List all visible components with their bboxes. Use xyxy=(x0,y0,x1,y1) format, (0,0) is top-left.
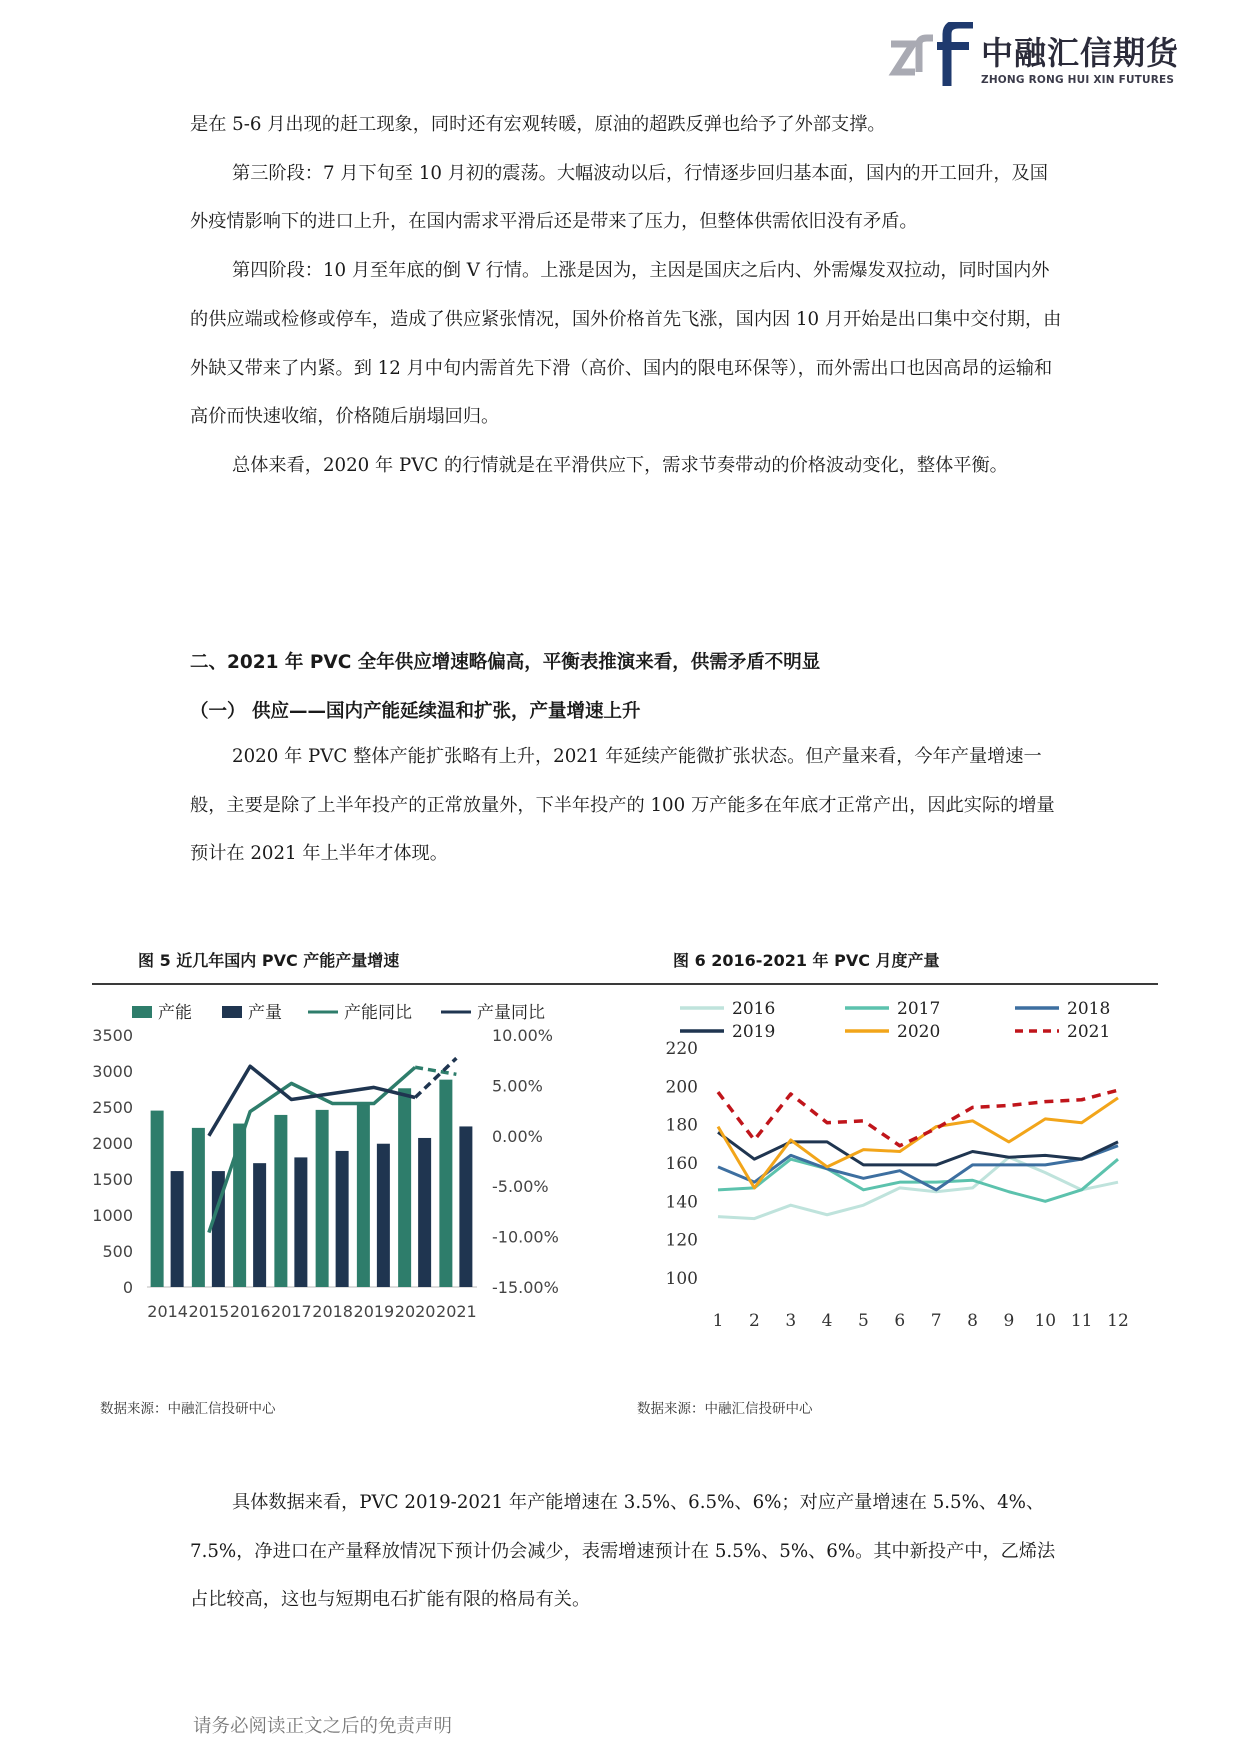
y-tick-label: 220 xyxy=(665,1039,698,1059)
y2-tick-label: -15.00% xyxy=(492,1278,559,1297)
y-tick-label: 100 xyxy=(665,1269,698,1289)
y2-tick-label: -10.00% xyxy=(492,1227,559,1247)
bar-产量-2019 xyxy=(377,1144,390,1287)
body-text-bottom xyxy=(190,1479,1062,1625)
y-tick-label: 180 xyxy=(665,1115,698,1136)
bar-产量-2018 xyxy=(336,1151,349,1287)
x-tick-label: 5 xyxy=(858,1311,869,1331)
y-tick-label: 140 xyxy=(665,1192,698,1213)
bar-产能-2017 xyxy=(274,1115,287,1287)
line-产能同比-forecast xyxy=(415,1067,456,1074)
paragraph-continuation: 是在 5-6 月出现的赶工现象，同时还有宏观转暖，原油的超跌反弹也给予了外部支撑。 xyxy=(190,114,886,135)
disclaimer-footer: 请务必阅读正文之后的免责声明 xyxy=(193,1716,453,1737)
legend-label-产能: 产能 xyxy=(158,1003,192,1023)
y-tick-label: 3000 xyxy=(92,1062,133,1081)
bar-产能-2018 xyxy=(316,1110,329,1287)
chart-source-capacity: 数据来源：中融汇信投研中心 xyxy=(100,1401,276,1417)
paragraph-stage-four: 第四阶段：10 月至年底的倒 V 行情。上涨是因为，主因是国庆之后内、外需爆发双拉动，同时国内外的供应端或检修或停车，造成了供应紧张情况，国外价格首先飞涨，国内因 10 月开始是出口集中交付期，由外缺又带来了内紧。到 12 月中旬内需首先下滑（高价、国内的限电环保等），而外需出口也因高昂的运输和高价而快速收缩，价格随后崩塌回归。 xyxy=(190,260,1062,428)
bar-产量-2021 xyxy=(459,1126,472,1287)
x-tick-label: 2019 xyxy=(353,1302,395,1321)
y-tick-label: 1500 xyxy=(92,1170,133,1189)
x-tick-label: 7 xyxy=(930,1311,942,1331)
y-tick-label: 3500 xyxy=(92,1026,133,1045)
legend-swatch-产能 xyxy=(132,1006,152,1018)
body-text-top xyxy=(190,101,1062,491)
x-tick-label: 2017 xyxy=(271,1302,312,1321)
x-tick-label: 3 xyxy=(785,1311,797,1331)
x-tick-label: 1 xyxy=(712,1311,724,1331)
bar-产量-2014 xyxy=(171,1171,184,1287)
paragraph-supply: 2020 年 PVC 整体产能扩张略有上升，2021 年延续产能微扩张状态。但产量来看，今年产量增速一般，主要是除了上半年投产的正常放量外，下半年投产的 100 万产能多在年底才正常产出，因此实际的增量预计在 2021 年上半年才体现。 xyxy=(190,746,1055,865)
y-tick-label: 160 xyxy=(665,1154,698,1174)
y-tick-label: 0 xyxy=(122,1278,133,1297)
x-tick-label: 2 xyxy=(748,1311,760,1331)
x-tick-label: 6 xyxy=(894,1311,906,1331)
legend-label-产量: 产量 xyxy=(248,1003,282,1023)
bar-产能-2021 xyxy=(439,1080,452,1287)
chart-divider xyxy=(92,983,1158,985)
x-tick-label: 2016 xyxy=(229,1302,271,1321)
paragraph-summary: 总体来看，2020 年 PVC 的行情就是在平滑供应下，需求节奏带动的价格波动变化，整体平衡。 xyxy=(232,454,1008,476)
chart-source-monthly: 数据来源：中融汇信投研中心 xyxy=(637,1401,813,1417)
x-tick-label: 2018 xyxy=(312,1302,353,1321)
capacity-output-chart xyxy=(92,990,632,1360)
y-tick-label: 500 xyxy=(102,1242,133,1261)
paragraph-data-detail: 具体数据来看，PVC 2019-2021 年产能增速在 3.5%、6.5%、6%；对应产量增速在 5.5%、4%、7.5%，净进口在产量释放情况下预计仍会减少，表需增速预计在 5.5%、5%、6%。其中新投产中，乙烯法占比较高，这也与短期电石扩能有限的格局有关。 xyxy=(190,1492,1056,1611)
logo-english-name: ZHONG RONG HUI XIN FUTURES xyxy=(981,74,1175,86)
chart-title-monthly: 图 6 2016-2021 年 PVC 月度产量 xyxy=(673,951,940,970)
x-tick-label: 2021 xyxy=(436,1302,477,1321)
body-text-mid xyxy=(190,733,1062,879)
legend-label-2019: 2019 xyxy=(732,1022,776,1042)
x-tick-label: 2020 xyxy=(394,1302,436,1321)
y-tick-label: 2500 xyxy=(92,1098,133,1117)
x-tick-label: 2015 xyxy=(188,1302,230,1321)
y-tick-label: 200 xyxy=(665,1077,698,1098)
bar-产量-2020 xyxy=(418,1138,431,1287)
legend-label-2018: 2018 xyxy=(1067,999,1111,1019)
x-tick-label: 10 xyxy=(1034,1311,1057,1331)
y2-tick-label: 0.00% xyxy=(492,1126,543,1146)
x-tick-label: 4 xyxy=(821,1311,833,1331)
x-tick-label: 11 xyxy=(1070,1311,1093,1331)
legend-label-产量同比: 产量同比 xyxy=(477,1003,545,1023)
chart-title-capacity: 图 5 近几年国内 PVC 产能产量增速 xyxy=(138,951,400,970)
company-logo xyxy=(887,22,1187,102)
y-tick-label: 2000 xyxy=(92,1134,133,1153)
legend-label-2016: 2016 xyxy=(732,999,776,1019)
sub-heading: （一） 供应——国内产能延续温和扩张，产量增速上升 xyxy=(190,701,641,722)
line-2019 xyxy=(718,1132,1118,1165)
bar-产能-2015 xyxy=(192,1128,205,1287)
legend-swatch-产量 xyxy=(222,1006,242,1018)
paragraph-stage-three: 第三阶段：7 月下旬至 10 月初的震荡。大幅波动以后，行情逐步回归基本面，国内的开工回升，及国外疫情影响下的进口上升，在国内需求平滑后还是带来了压力，但整体供需依旧没有矛盾。 xyxy=(190,162,1048,233)
bar-产量-2016 xyxy=(253,1163,266,1287)
y2-tick-label: 5.00% xyxy=(492,1076,543,1096)
logo-mark-icon xyxy=(887,22,975,88)
x-tick-label: 12 xyxy=(1107,1311,1129,1331)
legend-label-2020: 2020 xyxy=(897,1022,941,1042)
x-tick-label: 2014 xyxy=(147,1302,188,1321)
legend-label-2021: 2021 xyxy=(1067,1022,1111,1042)
logo-chinese-name: 中融汇信期货 xyxy=(981,34,1180,72)
y-tick-label: 1000 xyxy=(92,1206,133,1225)
legend-label-产能同比: 产能同比 xyxy=(344,1003,412,1023)
bar-产能-2020 xyxy=(398,1088,411,1287)
monthly-output-chart xyxy=(640,990,1160,1360)
x-tick-label: 9 xyxy=(1003,1311,1015,1331)
bar-产量-2017 xyxy=(294,1157,307,1287)
bar-产能-2016 xyxy=(233,1124,246,1287)
x-tick-label: 8 xyxy=(967,1311,978,1331)
legend-label-2017: 2017 xyxy=(897,999,941,1019)
y2-tick-label: -5.00% xyxy=(492,1177,549,1197)
y2-tick-label: 10.00% xyxy=(492,1026,554,1045)
y-tick-label: 120 xyxy=(665,1230,698,1251)
section-heading: 二、2021 年 PVC 全年供应增速略偏高，平衡表推演来看，供需矛盾不明显 xyxy=(190,652,821,673)
bar-产能-2019 xyxy=(357,1104,370,1287)
bar-产能-2014 xyxy=(151,1111,164,1287)
